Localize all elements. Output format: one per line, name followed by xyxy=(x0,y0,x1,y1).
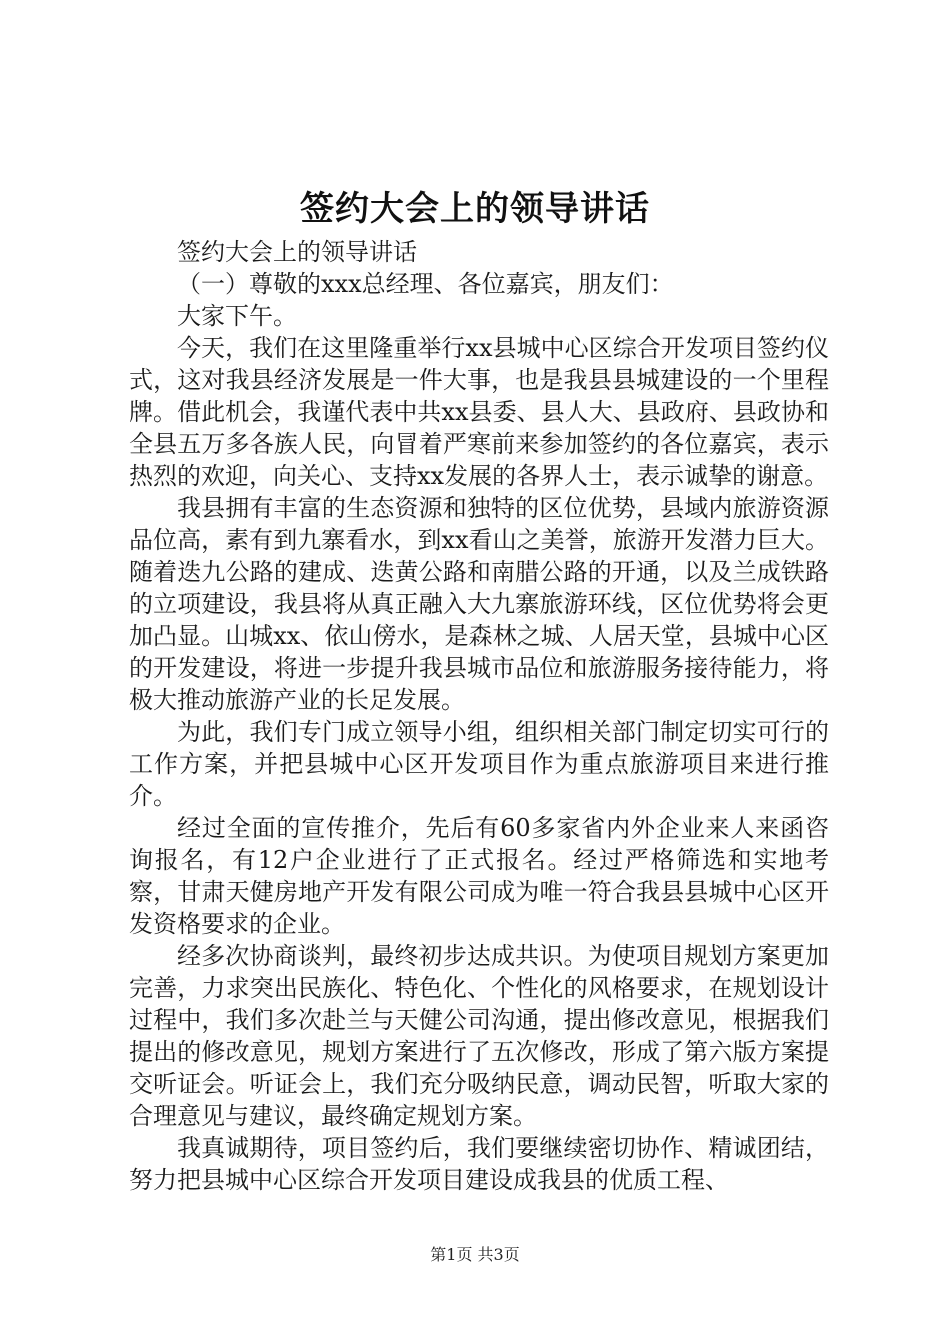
document-title: 签约大会上的领导讲话 xyxy=(300,189,650,229)
paragraph: 我真诚期待，项目签约后，我们要继续密切协作、精诚团结，努力把县城中心区综合开发项目建设成我县的优质工程、 xyxy=(129,1134,829,1194)
document-body xyxy=(129,236,829,1196)
paragraph: 我县拥有丰富的生态资源和独特的区位优势，县域内旅游资源品位高，素有到九寨看水，到xx看山之美誉，旅游开发潜力巨大。随着迭九公路的建成、迭黄公路和南腊公路的开通，以及兰成铁路的立项建设，我县将从真正融入大九寨旅游环线，区位优势将会更加凸显。山城xx、依山傍水，是森林之城、人居天堂，县城中心区的开发建设，将进一步提升我县城市品位和旅游服务接待能力，将极大推动旅游产业的长足发展。 xyxy=(129,494,829,714)
page-footer: 第1页 共3页 xyxy=(430,1245,520,1264)
paragraph: 经过全面的宣传推介，先后有60多家省内外企业来人来函咨询报名，有12户企业进行了正式报名。经过严格筛选和实地考察，甘肃天健房地产开发有限公司成为唯一符合我县县城中心区开发资格要求的企业。 xyxy=(129,814,829,938)
paragraph: （一）尊敬的xxx总经理、各位嘉宾，朋友们： xyxy=(177,270,674,298)
paragraph: 为此，我们专门成立领导小组，组织相关部门制定切实可行的工作方案，并把县城中心区开发项目作为重点旅游项目来进行推介。 xyxy=(129,718,829,810)
paragraph: 大家下午。 xyxy=(177,302,297,330)
paragraph: 签约大会上的领导讲话 xyxy=(177,238,417,266)
paragraph: 今天，我们在这里隆重举行xx县城中心区综合开发项目签约仪式，这对我县经济发展是一件大事，也是我县县城建设的一个里程牌。借此机会，我谨代表中共xx县委、县人大、县政府、县政协和全县五万多各族人民，向冒着严寒前来参加签约的各位嘉宾，表示热烈的欢迎，向关心、支持xx发展的各界人士，表示诚挚的谢意。 xyxy=(129,334,829,490)
paragraph: 经多次协商谈判，最终初步达成共识。为使项目规划方案更加完善，力求突出民族化、特色化、个性化的风格要求，在规划设计过程中，我们多次赴兰与天健公司沟通，提出修改意见，根据我们提出的修改意见，规划方案进行了五次修改，形成了第六版方案提交听证会。听证会上，我们充分吸纳民意，调动民智，听取大家的合理意见与建议，最终确定规划方案。 xyxy=(129,942,829,1130)
